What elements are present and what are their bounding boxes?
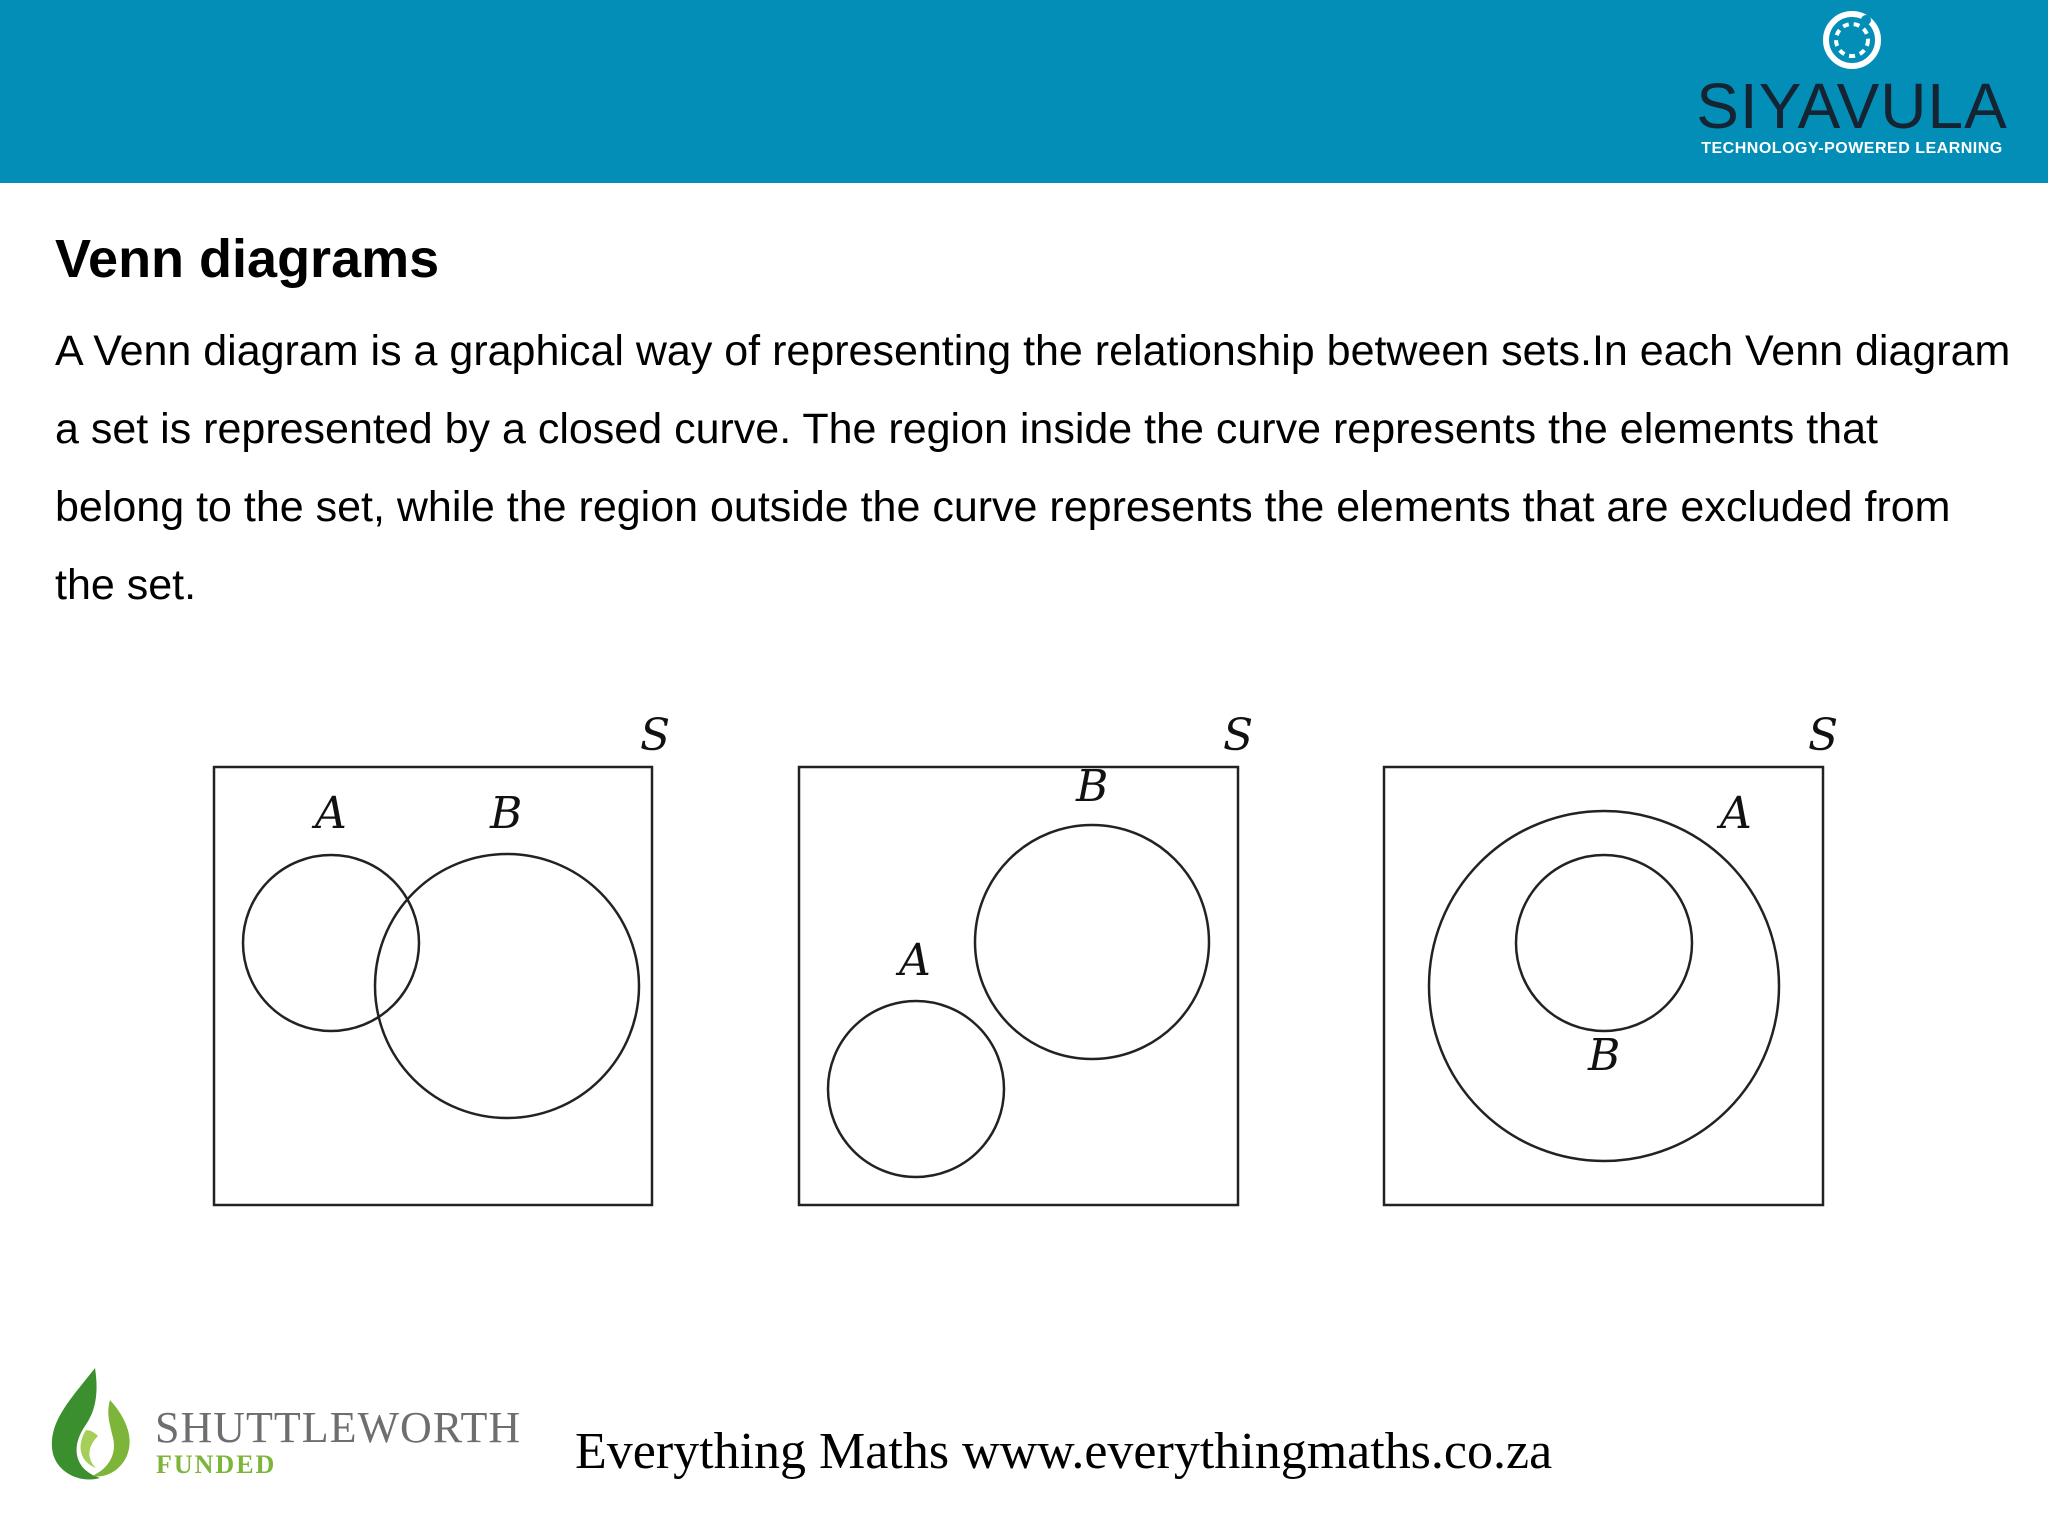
venn-diagrams [0, 690, 2048, 1230]
brand-name: SIYAVULA [1696, 70, 2008, 142]
universal-set-box [799, 767, 1238, 1205]
set-a-circle [828, 1001, 1004, 1177]
page-title: Venn diagrams [55, 229, 440, 289]
set-a-circle [243, 855, 419, 1031]
universal-label: S [1223, 710, 1254, 761]
body-paragraph: A Venn diagram is a graphical way of representing the relationship between sets.In each Venn diagram a set is represented by a closed curve. The region inside the curve represents the elements that belong to the set, while the region outside the curve represents the elements that are excluded from the set. [55, 327, 2011, 609]
venn-diagram-svg [0, 690, 2048, 1230]
venn-diagram-overlapping [214, 767, 652, 1205]
universal-set-box [214, 767, 652, 1205]
set-a-label: A [1720, 788, 1752, 839]
set-b-label: B [490, 788, 523, 839]
set-b-label: B [1076, 761, 1109, 812]
venn-diagram-disjoint [799, 767, 1238, 1205]
header-bar [0, 0, 2048, 183]
siyavula-logo [1682, 8, 2022, 158]
set-a-circle [1429, 811, 1779, 1161]
set-a-label: A [899, 935, 931, 986]
set-b-circle [975, 825, 1209, 1059]
universal-set-box [1384, 767, 1823, 1205]
sponsor-name: SHUTTLEWORTH [155, 1403, 522, 1452]
footer-site-text: Everything Maths www.everythingmaths.co.za [575, 1423, 1553, 1480]
set-b-circle [1516, 855, 1692, 1031]
brand-tagline: TECHNOLOGY-POWERED LEARNING [1701, 140, 2003, 157]
sponsor-funded: FUNDED [156, 1450, 277, 1479]
set-b-circle [375, 854, 639, 1118]
universal-label: S [640, 710, 671, 761]
set-b-label: B [1588, 1030, 1621, 1081]
universal-label: S [1808, 710, 1839, 761]
siyavula-logo-icon [1820, 8, 1884, 72]
set-a-label: A [315, 788, 347, 839]
flame-logo-icon [40, 1360, 140, 1490]
shuttleworth-logo [40, 1360, 520, 1490]
venn-diagram-subset [1384, 767, 1823, 1205]
